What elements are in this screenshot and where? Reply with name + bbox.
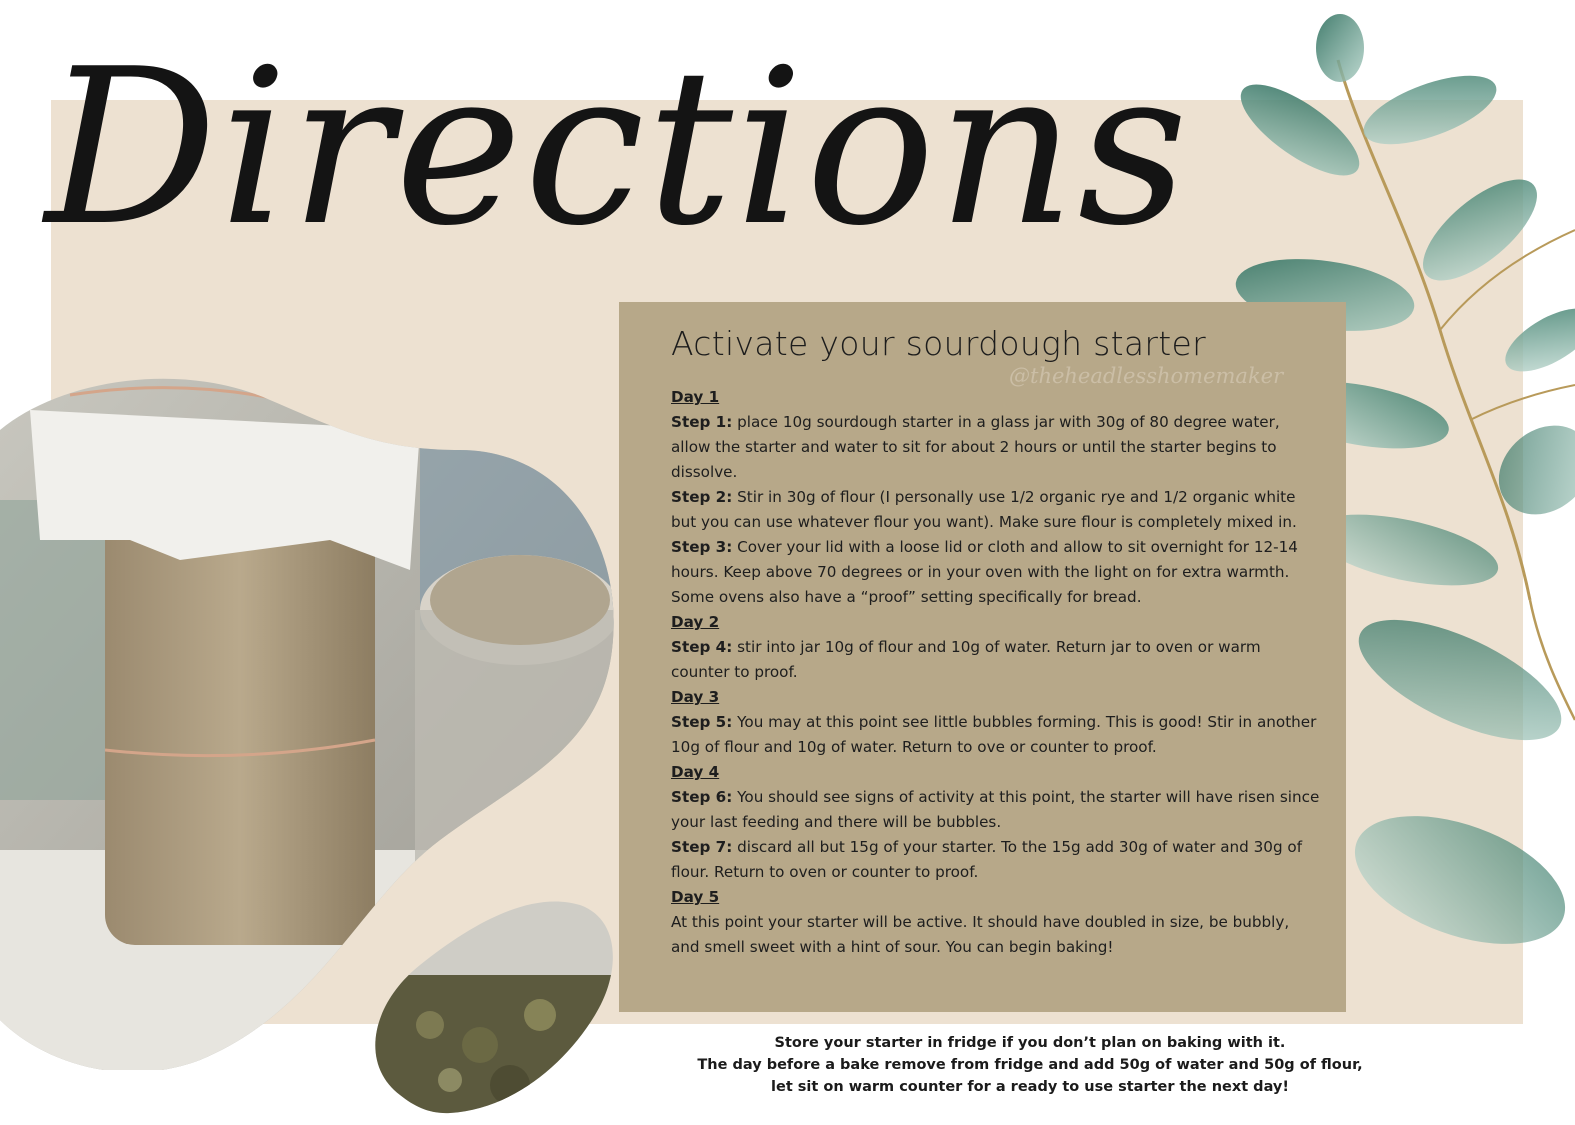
- step-label: Step 5:: [671, 713, 733, 731]
- step-label: Step 6:: [671, 788, 733, 806]
- step-label: Step 2:: [671, 488, 733, 506]
- day-label: Day 3: [671, 688, 720, 706]
- watermark: @theheadlesshomemaker: [1009, 364, 1284, 388]
- step-item: [671, 485, 1321, 535]
- day-label: Day 4: [671, 763, 720, 781]
- step-label: Step 4:: [671, 638, 733, 656]
- storage-note: [640, 1032, 1420, 1098]
- storage-note-line: let sit on warm counter for a ready to use starter the next day!: [771, 1079, 1289, 1095]
- step-text: You should see signs of activity at this point, the starter will have risen since your last feeding and there will be bubbles.: [671, 788, 1320, 831]
- step-text: You may at this point see little bubbles forming. This is good! Stir in another 10g of flour and 10g of water. Return to ove or counter to proof.: [671, 713, 1317, 756]
- card-heading: Activate your sourdough starter: [671, 324, 1206, 363]
- storage-note-line: Store your starter in fridge if you don’t plan on baking with it.: [774, 1035, 1286, 1051]
- step-text: place 10g sourdough starter in a glass jar with 30g of 80 degree water, allow the starter and water to sit for about 2 hours or until the starter begins to dissolve.: [671, 413, 1280, 481]
- day-label: Day 1: [671, 388, 720, 406]
- step-label: Step 3:: [671, 538, 733, 556]
- step-text: Cover your lid with a loose lid or cloth and allow to sit overnight for 12-14 hours. Keep above 70 degrees or in your oven with the light on for extra warmth. Some ovens also have a “proof” setting specifically for bread.: [671, 538, 1298, 606]
- step-text: stir into jar 10g of flour and 10g of water. Return jar to oven or warm counter to proof.: [671, 638, 1261, 681]
- directions-card: [619, 302, 1346, 1012]
- page-title: Directions: [45, 22, 1190, 273]
- step-label: Step 7:: [671, 838, 733, 856]
- final-note: At this point your starter will be active. It should have doubled in size, be bubbly, and smell sweet with a hint of sour. You can begin baking!: [671, 913, 1290, 956]
- day-label: Day 2: [671, 613, 720, 631]
- step-label: Step 1:: [671, 413, 733, 431]
- step-text: discard all but 15g of your starter. To the 15g add 30g of water and 30g of flour. Return to oven or counter to proof.: [671, 838, 1303, 881]
- step-item: [671, 410, 1321, 485]
- step-item: [671, 835, 1321, 885]
- step-item: [671, 710, 1321, 760]
- step-item: [671, 635, 1321, 685]
- day-label: Day 5: [671, 888, 720, 906]
- step-item: [671, 535, 1321, 610]
- dried-herbs-photo: [360, 895, 620, 1115]
- step-text: Stir in 30g of flour (I personally use 1/2 organic rye and 1/2 organic white but you can use whatever flour you want). Make sure flour is completely mixed in.: [671, 488, 1297, 531]
- steps-content: [671, 385, 1321, 960]
- step-item: [671, 785, 1321, 835]
- storage-note-line: The day before a bake remove from fridge and add 50g of water and 50g of flour,: [697, 1057, 1363, 1073]
